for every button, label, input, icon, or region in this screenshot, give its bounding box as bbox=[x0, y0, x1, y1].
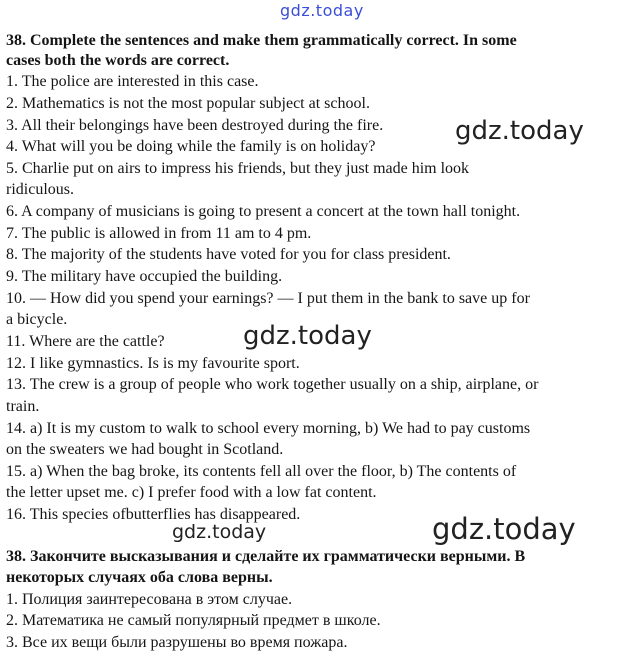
sentence-line: 4. What will you be doing while the family is on holiday? bbox=[6, 138, 376, 155]
sentence-line: 3. All their belongings have been destroyed during the fire. bbox=[6, 117, 384, 134]
sentence-line: 2. Mathematics is not the most popular subject at school. bbox=[6, 95, 370, 112]
exercise-heading-en: 38. Complete the sentences and make them grammatically correct. In some bbox=[6, 32, 517, 49]
sentence-line: 7. The public is allowed in from 11 am to 4 pm. bbox=[6, 225, 312, 242]
sentence-line: 11. Where are the cattle? bbox=[6, 333, 165, 350]
sentence-line-ru: 3. Все их вещи были разрушены во время пожара. bbox=[6, 634, 348, 651]
sentence-line: on the sweaters we had bought in Scotland. bbox=[6, 441, 284, 458]
watermark: gdz.today bbox=[455, 116, 584, 146]
exercise-heading-ru-cont: некоторых случаях оба слова верны. bbox=[6, 569, 273, 586]
sentence-line: 9. The military have occupied the building. bbox=[6, 268, 283, 285]
sentence-line: 12. I like gymnastics. Is is my favourite sport. bbox=[6, 355, 300, 372]
watermark-top: gdz.today bbox=[280, 1, 364, 20]
sentence-line: 16. This species ofbutterflies has disappeared. bbox=[6, 506, 301, 523]
sentence-line: a bicycle. bbox=[6, 311, 68, 328]
sentence-line: train. bbox=[6, 398, 40, 415]
sentence-line: 8. The majority of the students have voted for you for class president. bbox=[6, 246, 451, 263]
sentence-line: ridiculous. bbox=[6, 181, 74, 198]
sentence-line: 6. A company of musicians is going to present a concert at the town hall tonight. bbox=[6, 203, 521, 220]
exercise-heading-en-cont: cases both the words are correct. bbox=[6, 52, 230, 69]
watermark: gdz.today bbox=[243, 321, 372, 351]
sentence-line-ru: 1. Полиция заинтересована в этом случае. bbox=[6, 591, 293, 608]
sentence-line: 14. a) It is my custom to walk to school every morning, b) We had to pay customs bbox=[6, 420, 531, 437]
sentence-line: the letter upset me. c) I prefer food with a low fat content. bbox=[6, 484, 377, 501]
sentence-line: 10. — How did you spend your earnings? — I put them in the bank to save up for bbox=[6, 290, 530, 307]
sentence-line: 13. The crew is a group of people who work together usually on a ship, airplane, or bbox=[6, 376, 539, 393]
sentence-line-ru: 2. Математика не самый популярный предмет в школе. bbox=[6, 612, 381, 629]
exercise-heading-ru: 38. Закончите высказывания и сделайте их грамматически верными. В bbox=[6, 548, 526, 565]
watermark: gdz.today bbox=[172, 521, 267, 543]
sentence-line: 5. Charlie put on airs to impress his friends, but they just made him look bbox=[6, 160, 470, 177]
watermark: gdz.today bbox=[432, 512, 576, 546]
sentence-line: 15. a) When the bag broke, its contents fell all over the floor, b) The contents of bbox=[6, 463, 517, 480]
sentence-line: 1. The police are interested in this case. bbox=[6, 73, 259, 90]
